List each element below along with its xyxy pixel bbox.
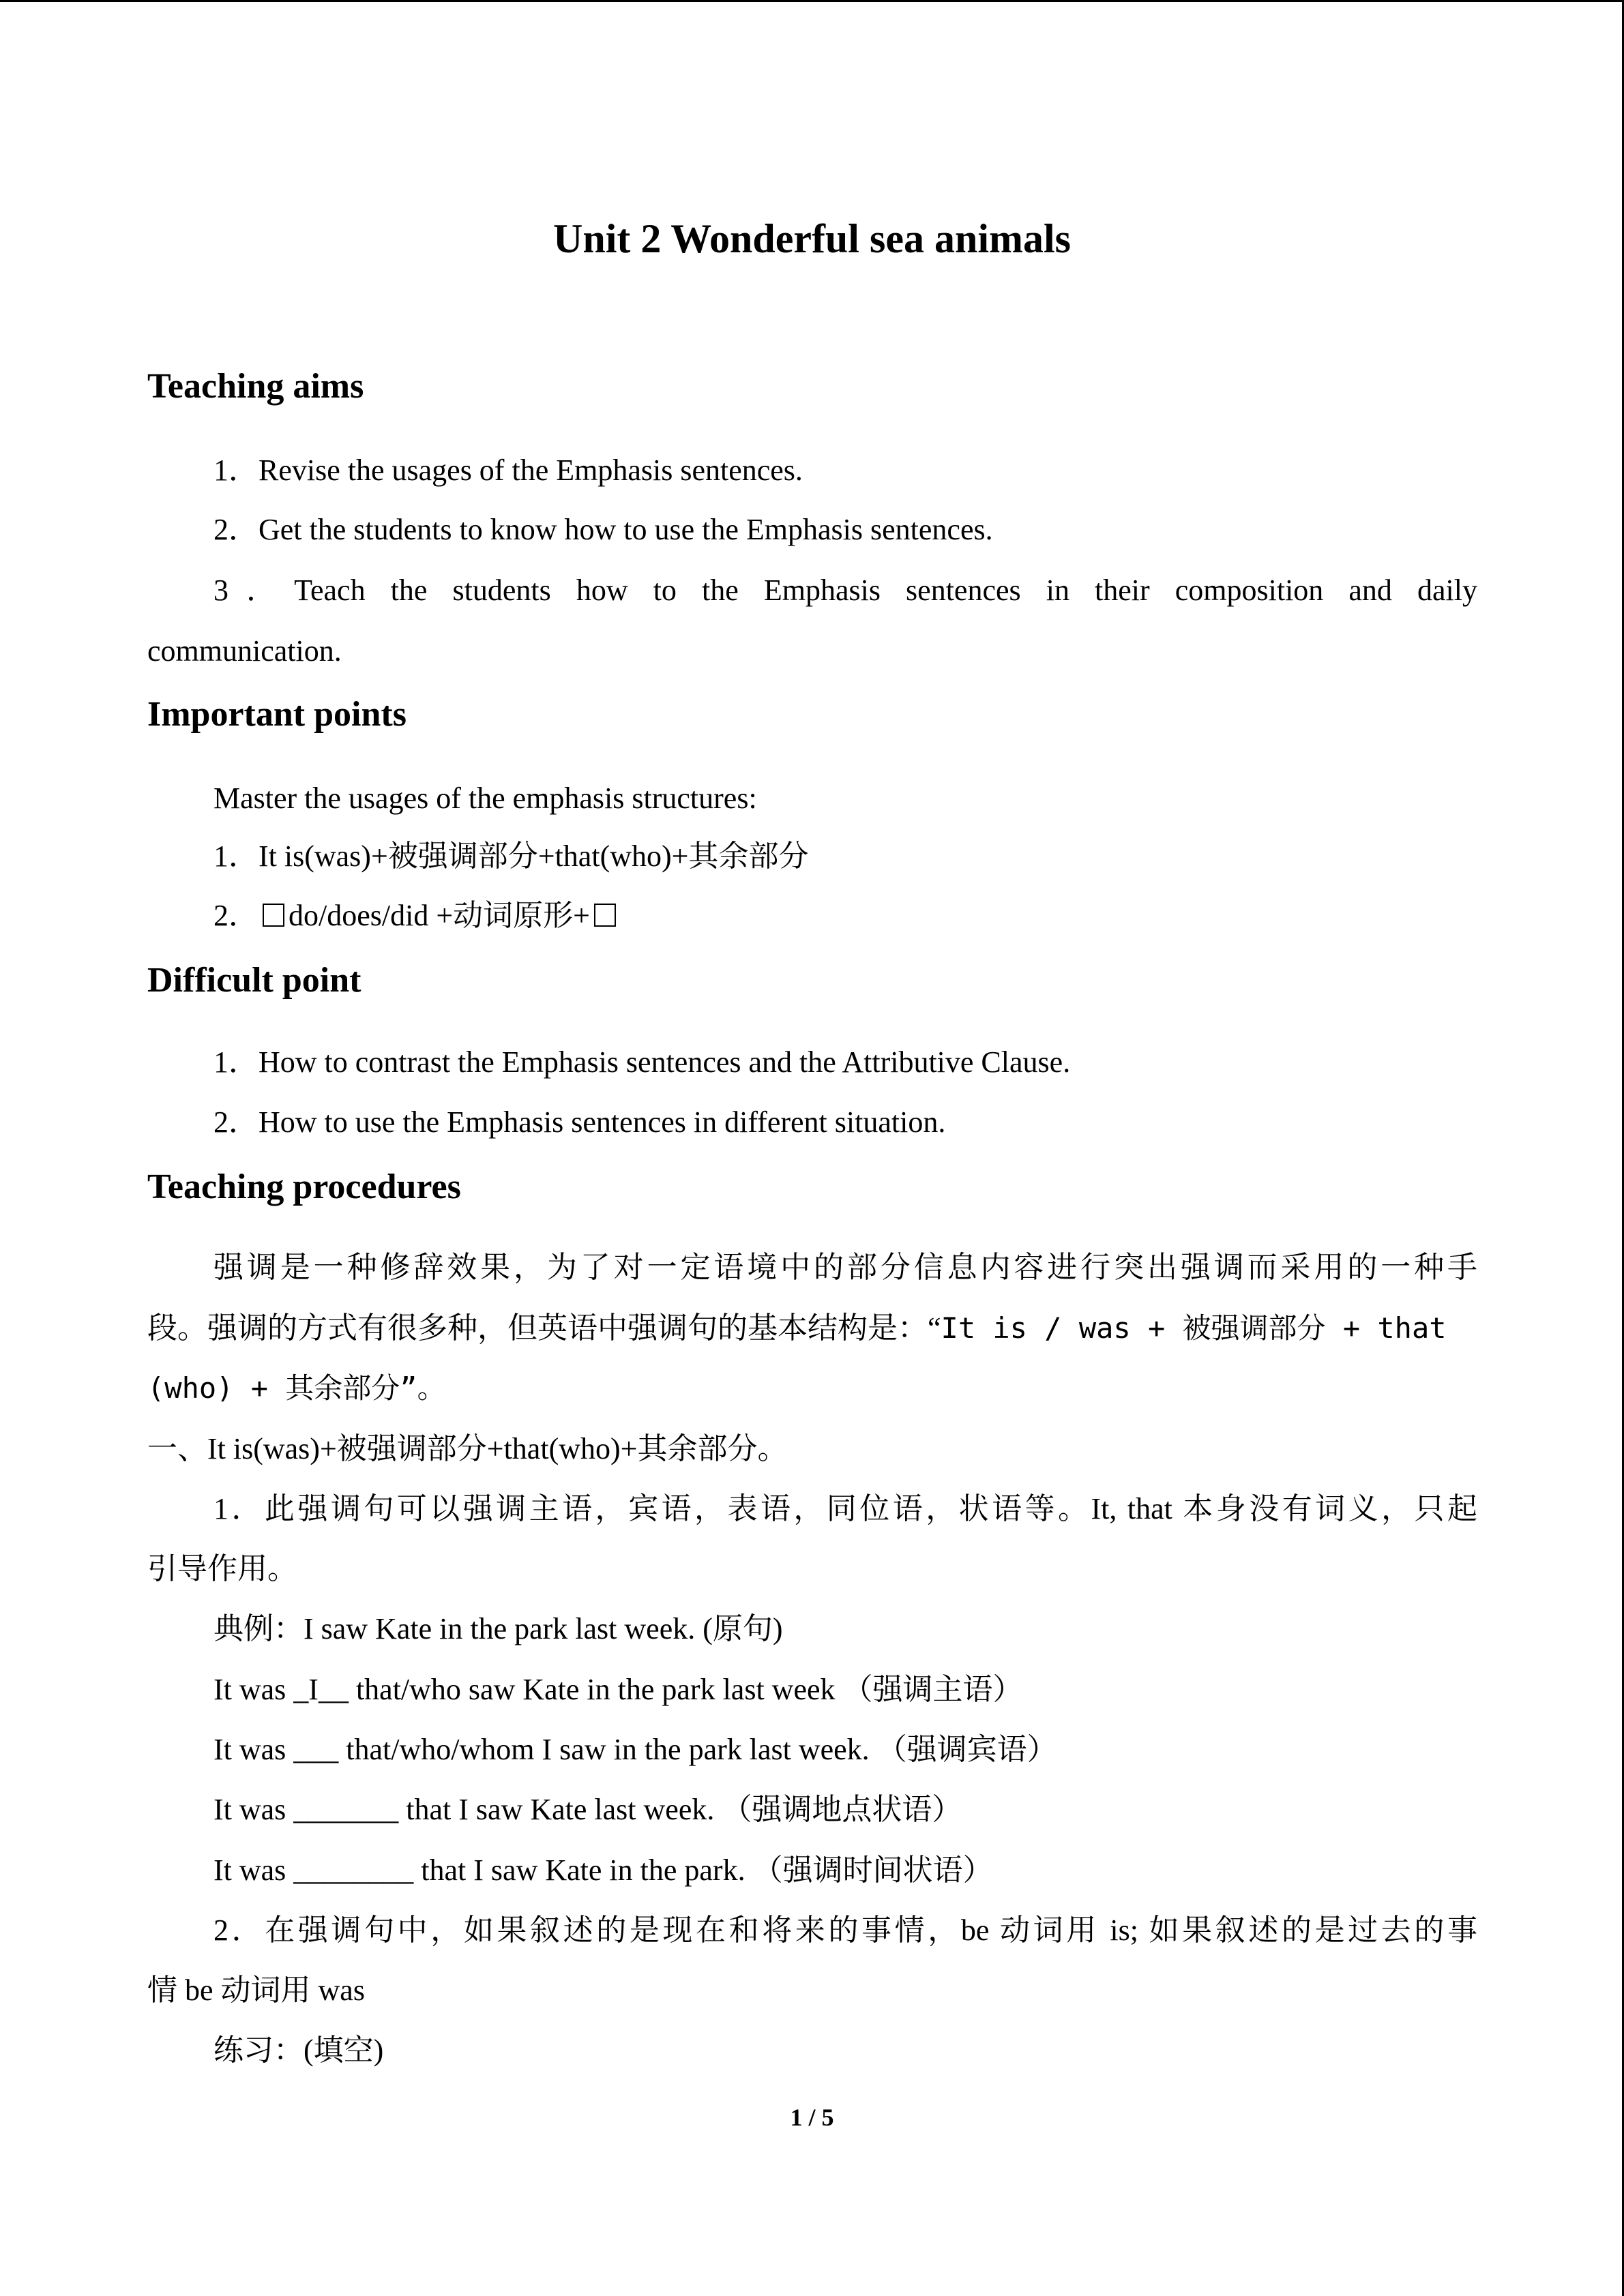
heading-important-points: Important points	[147, 695, 407, 734]
important-item-2	[213, 895, 620, 936]
example-intro: 典例：I saw Kate in the park last week. (原句)	[213, 1612, 783, 1645]
example-subject: It was _I__ that/who saw Kate in the park last week （强调主语）	[213, 1673, 1023, 1706]
aim-item-1: 1．Revise the usages of the Emphasis sentences.	[213, 453, 803, 487]
difficult-item-2: 2．How to use the Emphasis sentences in different situation.	[213, 1105, 946, 1139]
procedures-para-line-2	[147, 1308, 1447, 1349]
important-item-1: 1．It is(was)+被强调部分+that(who)+其余部分	[213, 839, 809, 873]
aim-item-3-continued: communication.	[147, 634, 342, 668]
procedures-para-line-2a: 段。强调的方式有很多种，但英语中强调句的基本结构是：“	[147, 1311, 941, 1345]
example-time: It was ________ that I saw Kate in the park. （强调时间状语）	[213, 1853, 993, 1887]
important-intro: Master the usages of the emphasis structures:	[213, 781, 757, 815]
point-2-line-2: 情 be 动词用 was	[147, 1973, 365, 2007]
procedures-para-line-3: (who) + 其余部分”。	[147, 1371, 446, 1405]
exercise-label: 练习：(填空)	[213, 2033, 384, 2067]
important-item-2-number: 2．	[213, 899, 259, 932]
important-item-2-text: do/does/did +动词原形+	[289, 899, 590, 932]
difficult-item-1: 1．How to contrast the Emphasis sentences and the Attributive Clause.	[213, 1045, 1071, 1079]
document-title: Unit 2 Wonderful sea animals	[553, 216, 1071, 261]
missing-glyph-box	[594, 904, 616, 927]
page-number: 1 / 5	[790, 2104, 834, 2131]
procedures-structure-formula: It is / was + 被强调部分 + that	[941, 1311, 1447, 1345]
heading-difficult-point: Difficult point	[147, 961, 361, 1000]
point-1-line-1: 1．此强调句可以强调主语，宾语，表语，同位语，状语等。It, that 本身没有词义，只起	[213, 1492, 1477, 1525]
point-1-line-2: 引导作用。	[147, 1552, 297, 1585]
procedures-para-line-1: 强调是一种修辞效果，为了对一定语境中的部分信息内容进行突出强调而采用的一种手	[213, 1251, 1477, 1284]
aim-item-2: 2．Get the students to know how to use the Emphasis sentences.	[213, 513, 993, 546]
aim-item-3: 3．Teach the students how to the Emphasis sentences in their composition and daily	[213, 573, 1477, 607]
example-object: It was ___ that/who/whom I saw in the park last week. （强调宾语）	[213, 1733, 1057, 1766]
heading-teaching-procedures: Teaching procedures	[147, 1167, 461, 1206]
heading-teaching-aims: Teaching aims	[147, 367, 364, 406]
section-1-heading: 一、It is(was)+被强调部分+that(who)+其余部分。	[147, 1432, 788, 1465]
point-2-line-1: 2．在强调句中，如果叙述的是现在和将来的事情，be 动词用 is; 如果叙述的是过去的事	[213, 1913, 1477, 1947]
missing-glyph-box	[263, 904, 284, 927]
example-place: It was _______ that I saw Kate last week. （强调地点状语）	[213, 1793, 962, 1826]
